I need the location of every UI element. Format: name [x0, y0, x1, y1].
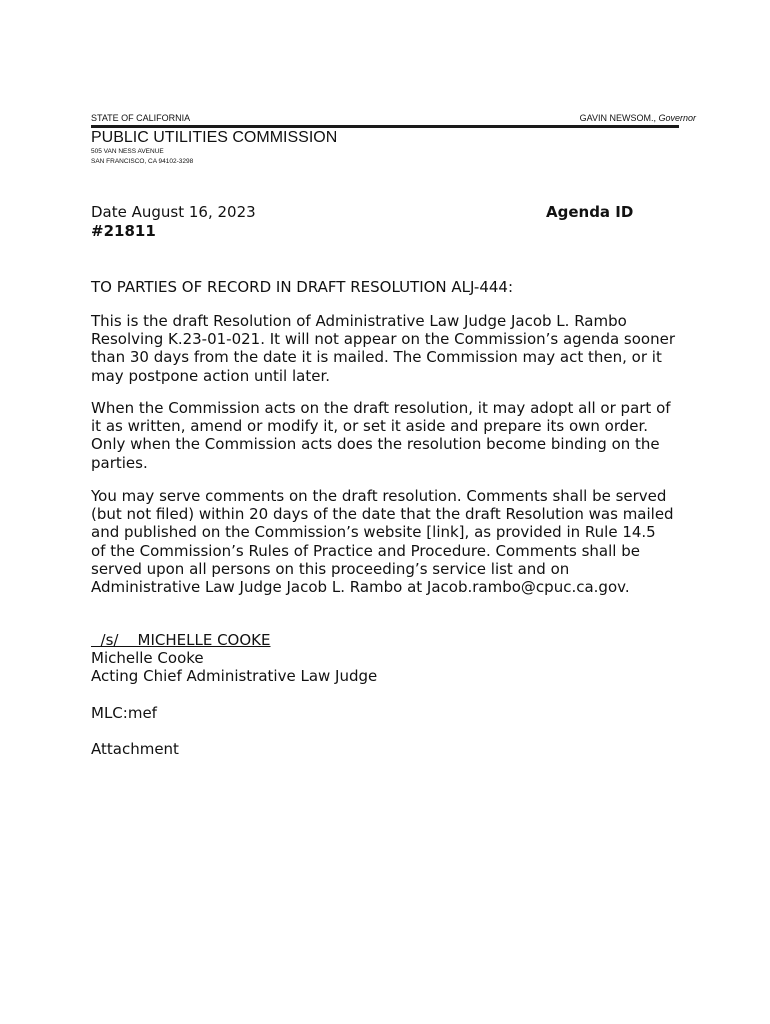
paragraph-line: Resolving K.23-01-021. It will not appear on the Commission’s agenda sooner [91, 330, 675, 349]
typist-initials: MLC:mef [91, 704, 157, 722]
paragraph-line: You may serve comments on the draft resolution. Comments shall be served [91, 487, 667, 505]
agenda-id-label: Agenda ID [546, 203, 634, 221]
signed-line: /s/ MICHELLE COOKE [91, 631, 271, 649]
paragraph-line: This is the draft Resolution of Administrative Law Judge Jacob L. Rambo [91, 312, 627, 330]
paragraph-line: and published on the Commission’s website [link], as provided in Rule 14.5 [91, 523, 656, 542]
attachment-note: Attachment [91, 740, 179, 758]
letterhead-top [91, 112, 696, 124]
body-paragraph [91, 487, 691, 596]
paragraph-line: (but not filed) within 20 days of the date that the draft Resolution was mailed [91, 505, 674, 524]
body-paragraph [91, 399, 691, 472]
letter-date: Date August 16, 2023 [91, 203, 256, 221]
paragraph-line: Only when the Commission acts does the resolution become binding on the [91, 435, 660, 454]
paragraph-line: parties. [91, 453, 148, 472]
paragraph-line: may postpone action until later. [91, 366, 331, 385]
paragraph-line: When the Commission acts on the draft resolution, it may adopt all or part of [91, 399, 671, 417]
agenda-id-number: #21811 [91, 222, 156, 240]
governor-name: GAVIN NEWSOM., [579, 113, 656, 123]
state-name: STATE OF CALIFORNIA [91, 113, 191, 123]
governor-line [580, 112, 696, 124]
letterhead-rule [91, 125, 679, 128]
signer-name: Michelle Cooke [91, 649, 204, 668]
governor-title: Governor [658, 113, 696, 123]
agency-address [91, 147, 193, 166]
paragraph-line: it as written, amend or modify it, or set it aside and prepare its own order. [91, 417, 649, 436]
paragraph-line: served upon all persons on this proceeding’s service list and on [91, 559, 570, 578]
salutation: TO PARTIES OF RECORD IN DRAFT RESOLUTION ALJ-444: [91, 278, 514, 296]
paragraph-line: Administrative Law Judge Jacob L. Rambo at Jacob.rambo@cpuc.ca.gov. [91, 578, 630, 597]
paragraph-line: than 30 days from the date it is mailed. The Commission may act then, or it [91, 348, 662, 367]
signature-block [91, 631, 377, 686]
paragraph-line: of the Commission’s Rules of Practice and Procedure. Comments shall be [91, 541, 640, 560]
signer-title: Acting Chief Administrative Law Judge [91, 667, 378, 686]
address-line: 505 VAN NESS AVENUE [91, 148, 164, 155]
address-line: SAN FRANCISCO, CA 94102-3298 [91, 157, 194, 165]
agency-name: PUBLIC UTILITIES COMMISSION [91, 129, 338, 146]
body-paragraph [91, 312, 691, 385]
